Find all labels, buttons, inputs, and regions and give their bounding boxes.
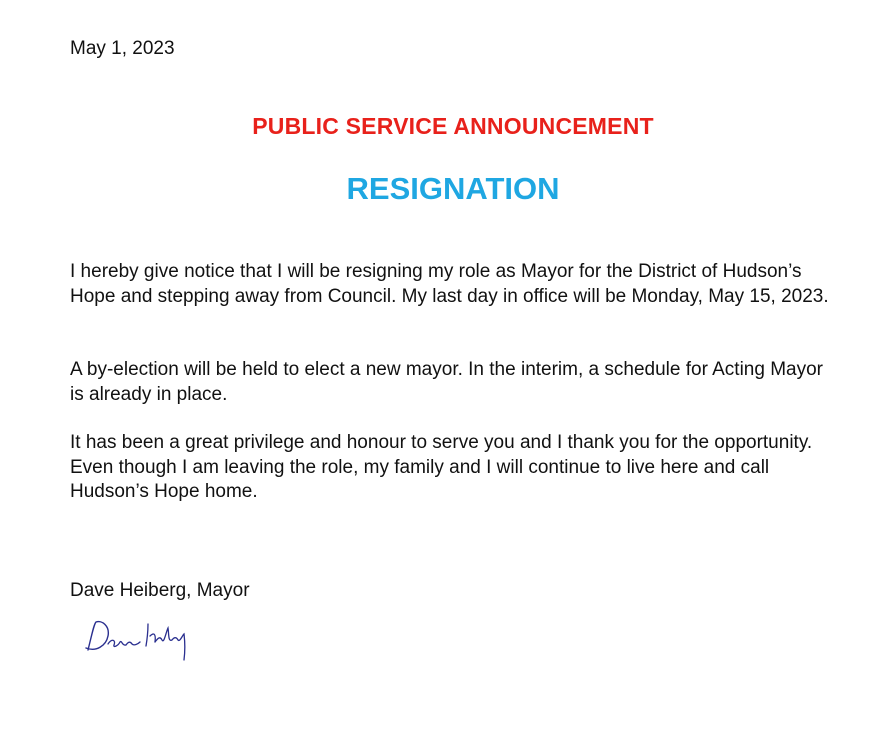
handwritten-signature: [82, 612, 202, 664]
signature-stroke-ave: [108, 640, 140, 646]
signer-name: Dave Heiberg, Mayor: [70, 580, 250, 601]
letter-title: RESIGNATION: [346, 171, 560, 206]
signature-stroke-d: [86, 622, 108, 650]
letter-date: May 1, 2023: [70, 38, 175, 59]
signature-stroke-eiberg: [155, 628, 185, 660]
paragraph-resignation-notice: I hereby give notice that I will be resigning my role as Mayor for the District of Hudson’s Hope and stepping away from Council. My last day in office will be Monday, May 15, 2023.: [70, 261, 829, 307]
paragraph-by-election: A by-election will be held to elect a new mayor. In the interim, a schedule for Acting Mayor is already in place.: [70, 359, 823, 405]
announcement-heading: PUBLIC SERVICE ANNOUNCEMENT: [252, 113, 654, 139]
paragraph-thanks: It has been a great privilege and honour to serve you and I thank you for the opportunity. Even though I am leaving the role, my family and I will continue to live here and call Hudson’s Hope home.: [70, 432, 813, 502]
signature-stroke-h: [146, 624, 155, 646]
